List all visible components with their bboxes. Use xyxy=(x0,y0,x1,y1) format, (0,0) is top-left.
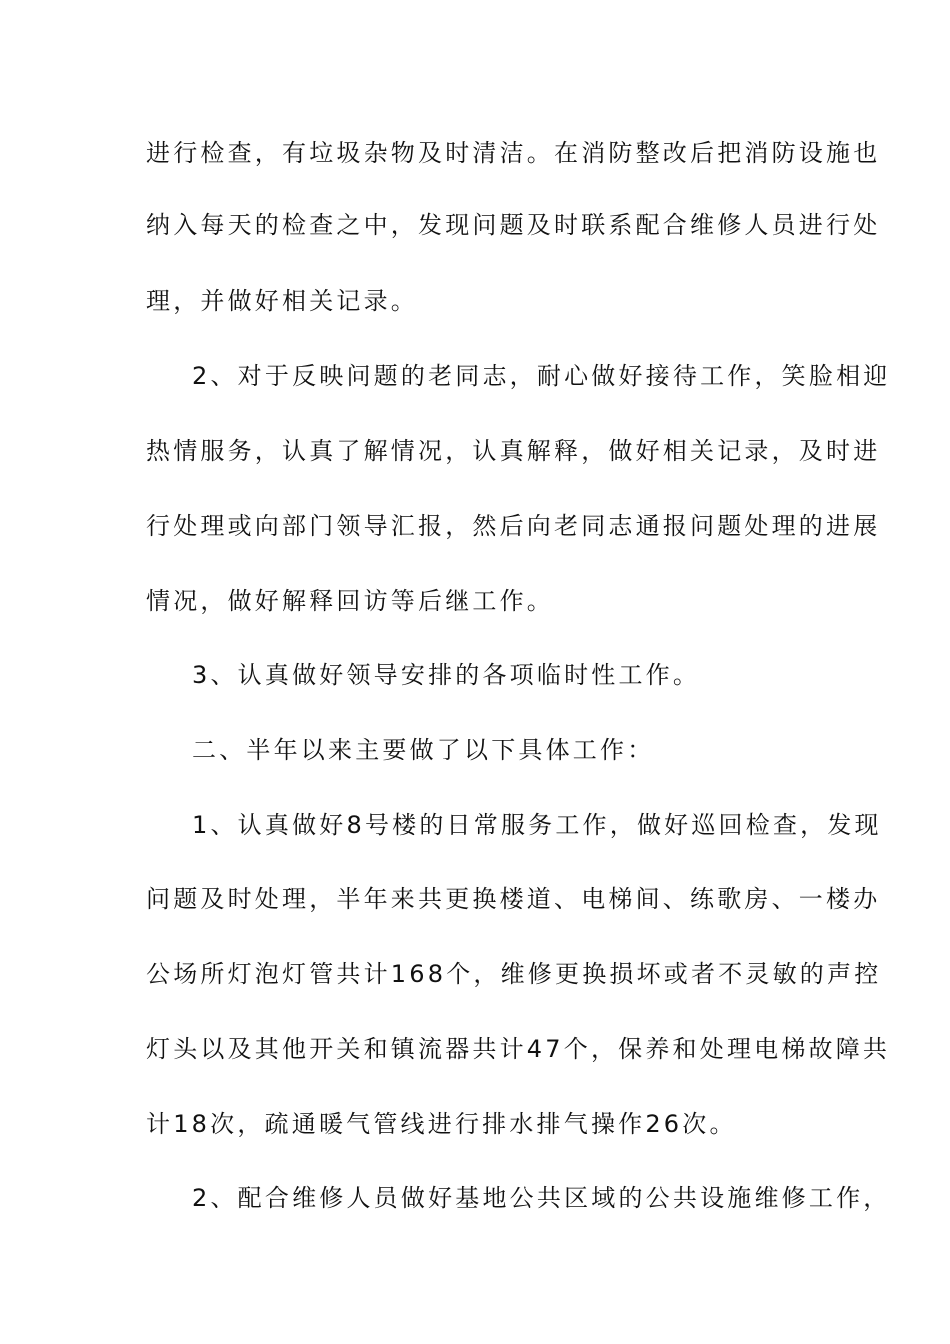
paragraph-line: 灯头以及其他开关和镇流器共计47个，保养和处理电梯故障共 xyxy=(146,1035,891,1063)
paragraph-line: 情况，做好解释回访等后继工作。 xyxy=(146,587,554,615)
paragraph-line: 3、认真做好领导安排的各项临时性工作。 xyxy=(192,661,701,689)
paragraph-line: 2、配合维修人员做好基地公共区域的公共设施维修工作， xyxy=(192,1184,891,1212)
paragraph-line: 行处理或向部门领导汇报，然后向老同志通报问题处理的进展 xyxy=(146,512,881,540)
paragraph-line: 理，并做好相关记录。 xyxy=(146,287,418,315)
section-heading: 二、半年以来主要做了以下具体工作： xyxy=(192,736,655,764)
paragraph-line: 2、对于反映问题的老同志，耐心做好接待工作，笑脸相迎 xyxy=(192,362,891,390)
paragraph-line: 纳入每天的检查之中，发现问题及时联系配合维修人员进行处 xyxy=(146,211,881,239)
paragraph-line: 1、认真做好8号楼的日常服务工作，做好巡回检查，发现 xyxy=(192,811,882,839)
paragraph-line: 进行检查，有垃圾杂物及时清洁。在消防整改后把消防设施也 xyxy=(146,139,881,167)
paragraph-line: 热情服务，认真了解情况，认真解释，做好相关记录，及时进 xyxy=(146,437,881,465)
paragraph-line: 公场所灯泡灯管共计168个，维修更换损坏或者不灵敏的声控 xyxy=(146,960,882,988)
paragraph-line: 计18次，疏通暖气管线进行排水排气操作26次。 xyxy=(146,1110,737,1138)
paragraph-line: 问题及时处理，半年来共更换楼道、电梯间、练歌房、一楼办 xyxy=(146,885,881,913)
